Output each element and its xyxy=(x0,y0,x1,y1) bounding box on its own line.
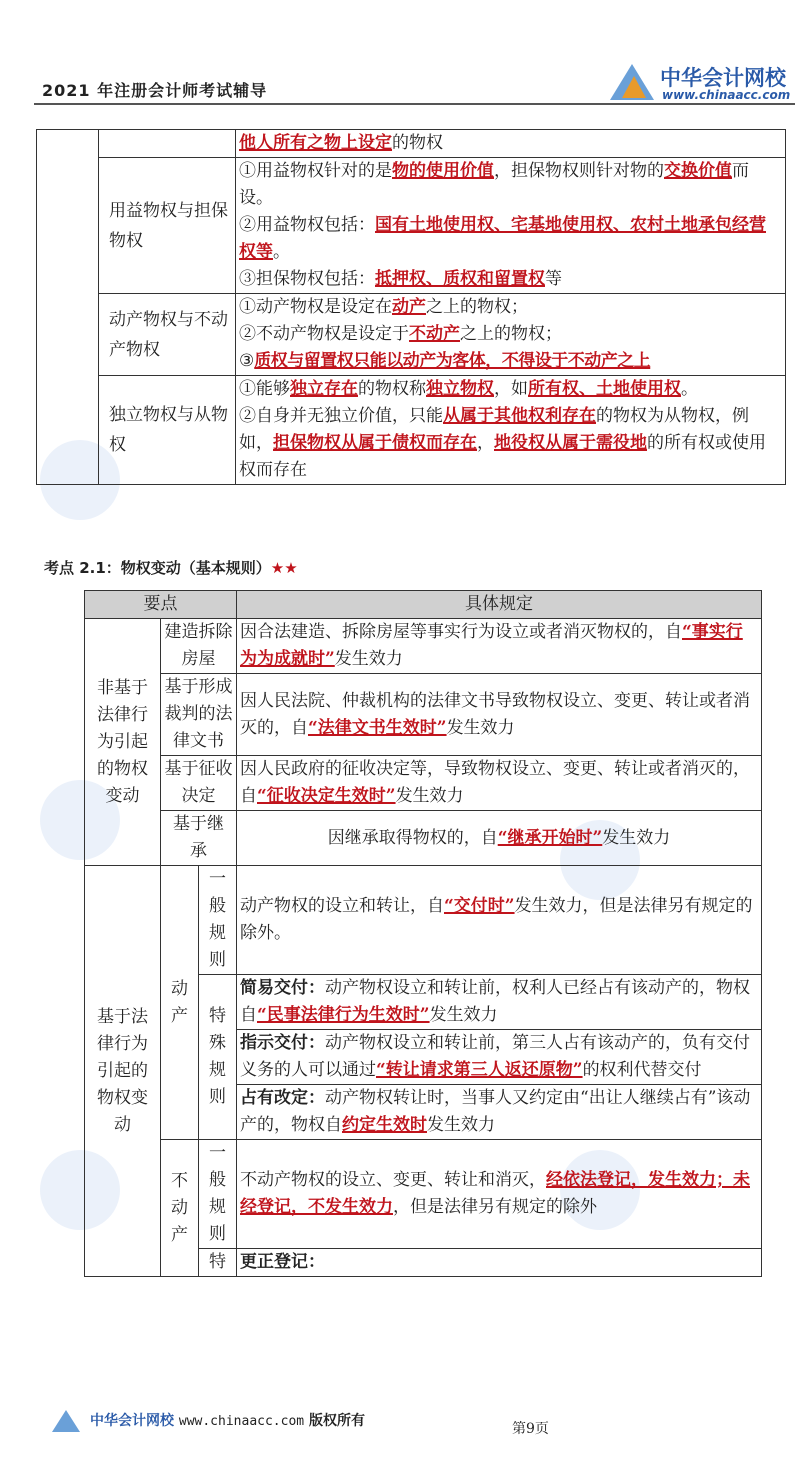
content-cell xyxy=(236,294,786,376)
blank-cell xyxy=(99,130,236,158)
group-label-cell: 非基于法律行为引起的物权变动 xyxy=(85,619,161,866)
text: 的物权 xyxy=(392,133,443,153)
footer-logo-icon xyxy=(52,1410,80,1432)
logo-url: www.chinaacc.com xyxy=(662,88,791,102)
sub-cell: 基于征收决定 xyxy=(161,756,237,811)
text: ②自身并无独立价值，只能 xyxy=(239,406,443,426)
content-cell xyxy=(237,674,762,756)
movable-cell: 动产 xyxy=(161,866,199,1140)
category-cell: 动产物权与不动产物权 xyxy=(99,294,236,376)
immovable-cell: 不动产 xyxy=(161,1140,199,1277)
highlight-text: 所有权、土地使用权 xyxy=(528,379,681,399)
text: 的权利代替交付 xyxy=(582,1060,702,1080)
table-row xyxy=(37,376,786,485)
general-rule-cell: 一般规则 xyxy=(199,866,237,975)
content-cell xyxy=(237,1249,762,1277)
text: 因人民法院、仲裁机构的法律文书导致物权设立、变更、转让或者消灭的，自 xyxy=(240,690,750,738)
text: 因合法建造、拆除房屋等事实行为设立或者消灭物权的，自 xyxy=(240,622,682,642)
content-cell xyxy=(236,376,786,485)
text: 动产物权设立和转让前，第三人占有该动产的，负有交付义务的人可以通过 xyxy=(240,1033,750,1080)
property-classification-table xyxy=(36,129,786,485)
text: 发生效力 xyxy=(427,1115,495,1135)
text: 而设。 xyxy=(239,161,749,208)
text: 的物权称 xyxy=(358,379,426,399)
bold-text: 更正登记： xyxy=(240,1252,325,1272)
text: 因继承取得物权的，自 xyxy=(327,827,498,848)
content-cell xyxy=(237,811,762,866)
highlight-text: “交付时” xyxy=(444,896,515,916)
text: 发生效力 xyxy=(602,827,671,848)
highlight-text: “继承开始时” xyxy=(497,827,603,848)
table-row xyxy=(85,674,762,756)
table-row xyxy=(85,866,762,975)
highlight-text: “征收决定生效时” xyxy=(257,786,396,806)
highlight-text: 他人所有之物上设定 xyxy=(239,133,392,153)
text: 发生效力，但是法律另有规定的除外。 xyxy=(240,896,753,943)
text: 发生效力 xyxy=(446,717,515,738)
logo-name: 中华会计网校 xyxy=(660,66,786,90)
text: 之上的物权； xyxy=(460,324,562,344)
content-cell xyxy=(237,1140,762,1249)
content-cell xyxy=(236,158,786,294)
text: ①动产物权是设定在 xyxy=(239,297,392,317)
highlight-text: 抵押权、质权和留置权 xyxy=(375,269,545,289)
footer-url: www.chinaacc.com xyxy=(178,1414,305,1429)
text: ①能够 xyxy=(239,379,290,399)
table-row xyxy=(85,811,762,866)
highlight-text: 动产 xyxy=(392,297,426,317)
chinaacc-logo xyxy=(608,60,795,104)
text: ， xyxy=(477,433,494,453)
header-cell-key-point: 要点 xyxy=(85,591,237,619)
general-rule-cell: 一般规则 xyxy=(199,1140,237,1249)
category-cell: 独立物权与从物权 xyxy=(99,376,236,485)
star-rating: ★★ xyxy=(270,559,298,577)
highlight-text: “法律文书生效时” xyxy=(308,717,447,738)
bold-text: 简易交付： xyxy=(240,978,325,998)
text: 。 xyxy=(681,379,698,399)
text: ①用益物权针对的是 xyxy=(239,161,392,181)
table-row xyxy=(37,130,786,158)
highlight-text: 独立物权 xyxy=(426,379,494,399)
text: 的所有权或使用权而存在 xyxy=(239,433,766,480)
highlight-text: 质权与留置权只能以动产为客体，不得设于不动产之上 xyxy=(254,351,651,371)
text: 因人民政府的征收决定等，导致物权设立、变更、转让或者消灭的，自 xyxy=(240,759,750,806)
text: 发生效力 xyxy=(429,1005,498,1025)
blank-cell xyxy=(37,130,99,485)
content-cell xyxy=(237,975,762,1030)
text: 发生效力 xyxy=(395,786,464,806)
sub-cell: 基于继承 xyxy=(161,811,237,866)
text: 不动产物权的设立、变更、转让和消灭， xyxy=(240,1170,546,1190)
page-number: 第9页 xyxy=(512,1421,549,1437)
text: ③ xyxy=(239,351,255,371)
logo-inner-triangle-icon xyxy=(622,76,646,98)
highlight-text: 国有土地使用权、宅基地使用权、农村土地承包经营权等 xyxy=(239,215,766,262)
property-change-rules-table xyxy=(84,590,762,1277)
highlight-text: 地役权从属于需役地 xyxy=(494,433,647,453)
footer-logo-name: 中华会计网校 xyxy=(90,1413,174,1429)
table-row xyxy=(85,619,762,674)
text: 。 xyxy=(273,242,290,262)
content-cell xyxy=(237,1030,762,1085)
content-cell xyxy=(237,756,762,811)
text: ②不动产物权是设定于 xyxy=(239,324,409,344)
table-row xyxy=(37,158,786,294)
highlight-text: 从属于其他权利存在 xyxy=(443,406,596,426)
bold-text: 指示交付： xyxy=(240,1033,325,1053)
text: 之上的物权； xyxy=(426,297,528,317)
text: ②用益物权包括： xyxy=(239,215,375,235)
highlight-text: 物的使用价值 xyxy=(392,161,494,181)
text: ，但是法律另有规定的除外 xyxy=(393,1197,597,1217)
content-cell xyxy=(236,130,786,158)
group-label-cell: 基于法律行为引起的物权变动 xyxy=(85,866,161,1277)
special-rule-cell: 特殊规则 xyxy=(199,975,237,1140)
text: 动产物权的设立和转让，自 xyxy=(240,896,444,916)
table-row xyxy=(85,756,762,811)
text: ③担保物权包括： xyxy=(239,269,375,289)
text: 动产物权设立和转让前，权利人已经占有该动产的，物权自 xyxy=(240,978,750,1025)
sub-cell: 建造拆除房屋 xyxy=(161,619,237,674)
section-title xyxy=(44,557,298,578)
highlight-text: “事实行为为成就时” xyxy=(240,622,743,669)
header-rule xyxy=(34,103,795,105)
content-cell xyxy=(237,1085,762,1140)
content-cell xyxy=(237,866,762,975)
special-rule-cell: 特 xyxy=(199,1249,237,1277)
highlight-text: 独立存在 xyxy=(290,379,358,399)
text: ，如 xyxy=(494,379,528,399)
highlight-text: “民事法律行为生效时” xyxy=(257,1005,430,1025)
content-cell xyxy=(237,619,762,674)
text: 的物权为从物权，例如， xyxy=(239,406,749,453)
header-title: 2021 年注册会计师考试辅导 xyxy=(42,81,268,100)
page-header xyxy=(0,0,795,110)
table-row xyxy=(37,294,786,376)
footer-text xyxy=(90,1410,365,1430)
footer-rights: 版权所有 xyxy=(308,1413,365,1429)
section-title-text: 考点 2.1：物权变动（基本规则） xyxy=(44,559,271,577)
highlight-text: 经依法登记，发生效力；未经登记，不发生效力 xyxy=(240,1170,750,1217)
highlight-text: 约定生效时 xyxy=(342,1115,427,1135)
highlight-text: 担保物权从属于债权而存在 xyxy=(273,433,477,453)
sub-cell: 基于形成裁判的法律文书 xyxy=(161,674,237,756)
category-cell: 用益物权与担保物权 xyxy=(99,158,236,294)
text: 等 xyxy=(545,269,562,289)
highlight-text: 交换价值 xyxy=(664,161,732,181)
text: 发生效力 xyxy=(334,649,403,669)
highlight-text: 不动产 xyxy=(409,324,460,344)
table-row xyxy=(85,1140,762,1249)
page-footer xyxy=(0,1400,795,1440)
text: 动产物权转让时，当事人又约定由“出让人继续占有”该动产的，物权自 xyxy=(240,1088,751,1135)
highlight-text: “转让请求第三人返还原物” xyxy=(376,1060,583,1080)
table-header-row xyxy=(85,591,762,619)
bold-text: 占有改定： xyxy=(240,1088,325,1108)
text: ，担保物权则针对物的 xyxy=(494,161,664,181)
header-cell-rules: 具体规定 xyxy=(237,591,762,619)
